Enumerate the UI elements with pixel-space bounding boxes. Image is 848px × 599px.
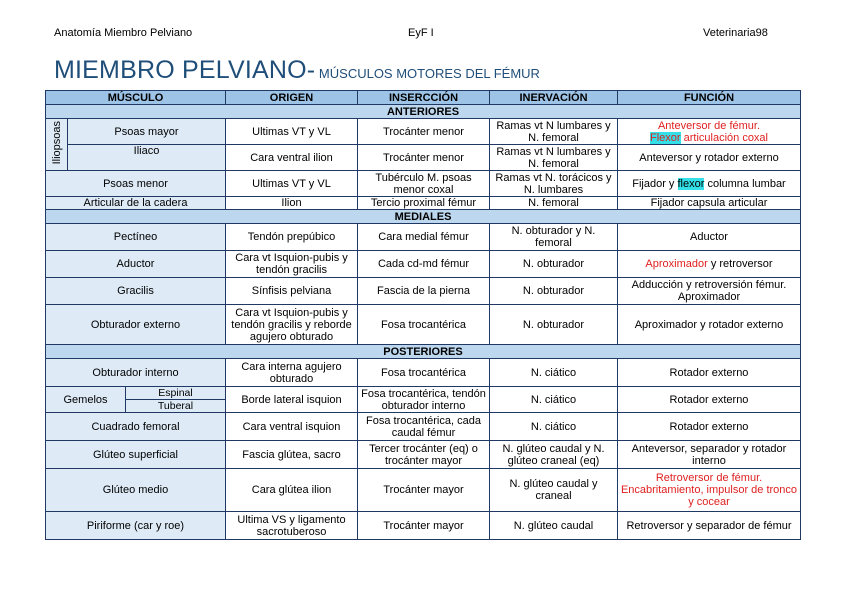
table-row bbox=[46, 197, 801, 210]
section-row-mediales bbox=[46, 210, 801, 224]
highlight-flexor: Flexor bbox=[650, 131, 681, 144]
funcion-cell: Adducción y retroversión fémur. Aproximador bbox=[618, 278, 801, 305]
inervacion-cell: N. glúteo caudal y craneal bbox=[490, 469, 618, 512]
inervacion-cell: N. ciático bbox=[490, 359, 618, 387]
origen-cell: Cara ventral isquion bbox=[226, 413, 358, 441]
iliopsoas-label: Iliopsoas bbox=[46, 119, 68, 171]
inervacion-cell: N. glúteo caudal bbox=[490, 512, 618, 540]
funcion-cell: Aproximador y rotador externo bbox=[618, 305, 801, 345]
insercion-cell: Tercio proximal fémur bbox=[358, 197, 490, 210]
musculo-cell: Piriforme (car y roe) bbox=[46, 512, 226, 540]
highlight-flexor: flexor bbox=[677, 177, 705, 190]
muscles-table bbox=[45, 90, 801, 540]
table-row bbox=[46, 119, 801, 145]
origen-cell: Ultimas VT y VL bbox=[226, 171, 358, 197]
table-row bbox=[46, 359, 801, 387]
title-main: MIEMBRO PELVIANO- bbox=[54, 56, 316, 84]
insercion-cell: Fascia de la pierna bbox=[358, 278, 490, 305]
insercion-cell: Trocánter menor bbox=[358, 145, 490, 171]
funcion-part: Anteversor de fémur. bbox=[657, 119, 761, 132]
insercion-cell: Trocánter menor bbox=[358, 119, 490, 145]
origen-cell: Cara vt Isquion-pubis y tendón gracilis bbox=[226, 251, 358, 278]
origen-cell: Cara interna agujero obturado bbox=[226, 359, 358, 387]
insercion-cell: Fosa trocantérica, tendón obturador interno bbox=[358, 387, 490, 413]
origen-cell: Borde lateral isquion bbox=[226, 387, 358, 413]
funcion-cell bbox=[618, 251, 801, 278]
insercion-cell: Cara medial fémur bbox=[358, 224, 490, 251]
table-row bbox=[46, 305, 801, 345]
header-right: Veterinaria98 bbox=[703, 27, 768, 39]
section-label: POSTERIORES bbox=[46, 345, 801, 359]
table-row bbox=[46, 469, 801, 512]
origen-cell: Cara ventral ilion bbox=[226, 145, 358, 171]
table-row bbox=[46, 145, 801, 171]
origen-cell: Cara glútea ilion bbox=[226, 469, 358, 512]
header-left: Anatomía Miembro Pelviano bbox=[54, 27, 193, 39]
table-row bbox=[46, 387, 801, 400]
inervacion-cell: N. obturador bbox=[490, 305, 618, 345]
inervacion-cell: N. ciático bbox=[490, 387, 618, 413]
musculo-cell: Cuadrado femoral bbox=[46, 413, 226, 441]
inervacion-cell: N. femoral bbox=[490, 197, 618, 210]
funcion-part: y retroversor bbox=[707, 258, 773, 270]
funcion-part: Fijador y bbox=[632, 177, 678, 190]
col-funcion: FUNCIÓN bbox=[618, 91, 801, 105]
origen-cell: Ultimas VT y VL bbox=[226, 119, 358, 145]
funcion-part: articulación coxal bbox=[680, 131, 768, 144]
inervacion-cell: Ramas vt N. torácicos y N. lumbares bbox=[490, 171, 618, 197]
funcion-cell bbox=[618, 119, 801, 145]
section-row-anteriores bbox=[46, 105, 801, 119]
musculo-cell: Glúteo superficial bbox=[46, 441, 226, 469]
gemelos-sub-espinal: Espinal bbox=[126, 387, 226, 400]
insercion-cell: Tercer trocánter (eq) o trocánter mayor bbox=[358, 441, 490, 469]
origen-cell: Ultima VS y ligamento sacrotuberoso bbox=[226, 512, 358, 540]
col-insercion: INSERCCIÓN bbox=[358, 91, 490, 105]
insercion-cell: Trocánter mayor bbox=[358, 512, 490, 540]
musculo-cell: Gemelos bbox=[46, 387, 126, 413]
funcion-part: columna lumbar bbox=[704, 177, 786, 190]
table-row bbox=[46, 278, 801, 305]
musculo-cell: Psoas mayor bbox=[68, 119, 226, 145]
funcion-cell: Fijador capsula articular bbox=[618, 197, 801, 210]
funcion-cell: Rotador externo bbox=[618, 359, 801, 387]
header-center: EyF I bbox=[408, 27, 434, 39]
funcion-cell: Aductor bbox=[618, 224, 801, 251]
table-row bbox=[46, 512, 801, 540]
origen-cell: Sínfisis pelviana bbox=[226, 278, 358, 305]
musculo-cell: Obturador interno bbox=[46, 359, 226, 387]
origen-cell: Cara vt Isquion-pubis y tendón gracilis y reborde agujero obturado bbox=[226, 305, 358, 345]
insercion-cell: Cada cd-md fémur bbox=[358, 251, 490, 278]
insercion-cell: Fosa trocantérica bbox=[358, 305, 490, 345]
section-row-posteriores bbox=[46, 345, 801, 359]
table-header-row bbox=[46, 91, 801, 105]
inervacion-cell: N. glúteo caudal y N. glúteo craneal (eq) bbox=[490, 441, 618, 469]
section-label: MEDIALES bbox=[46, 210, 801, 224]
col-musculo: MÚSCULO bbox=[46, 91, 226, 105]
inervacion-cell: Ramas vt N lumbares y N. femoral bbox=[490, 145, 618, 171]
origen-cell: Ilion bbox=[226, 197, 358, 210]
funcion-cell bbox=[618, 171, 801, 197]
col-inervacion: INERVACIÓN bbox=[490, 91, 618, 105]
table-row bbox=[46, 171, 801, 197]
origen-cell: Tendón prepúbico bbox=[226, 224, 358, 251]
musculo-cell: Articular de la cadera bbox=[46, 197, 226, 210]
page-title bbox=[54, 56, 540, 85]
insercion-cell: Fosa trocantérica bbox=[358, 359, 490, 387]
musculo-cell: Pectíneo bbox=[46, 224, 226, 251]
funcion-cell: Anteversor, separador y rotador interno bbox=[618, 441, 801, 469]
funcion-cell: Retroversor y separador de fémur bbox=[618, 512, 801, 540]
section-label: ANTERIORES bbox=[46, 105, 801, 119]
insercion-cell: Fosa trocantérica, cada caudal fémur bbox=[358, 413, 490, 441]
funcion-cell: Rotador externo bbox=[618, 387, 801, 413]
funcion-cell: Rotador externo bbox=[618, 413, 801, 441]
musculo-cell: Aductor bbox=[46, 251, 226, 278]
table-row bbox=[46, 413, 801, 441]
musculo-cell: Psoas menor bbox=[46, 171, 226, 197]
table-row bbox=[46, 441, 801, 469]
title-sub: MÚSCULOS MOTORES DEL FÉMUR bbox=[315, 66, 540, 81]
funcion-part: Aproximador bbox=[645, 258, 708, 270]
insercion-cell: Trocánter mayor bbox=[358, 469, 490, 512]
inervacion-cell: N. obturador y N. femoral bbox=[490, 224, 618, 251]
table-row bbox=[46, 251, 801, 278]
musculo-cell: Iliaco bbox=[68, 145, 226, 171]
gemelos-sub-tuberal: Tuberal bbox=[126, 400, 226, 413]
funcion-cell: Anteversor y rotador externo bbox=[618, 145, 801, 171]
funcion-cell: Retroversor de fémur. Encabritamiento, impulsor de tronco y cocear bbox=[618, 469, 801, 512]
musculo-cell: Glúteo medio bbox=[46, 469, 226, 512]
inervacion-cell: N. ciático bbox=[490, 413, 618, 441]
table-row bbox=[46, 224, 801, 251]
inervacion-cell: N. obturador bbox=[490, 251, 618, 278]
musculo-cell: Gracilis bbox=[46, 278, 226, 305]
musculo-cell: Obturador externo bbox=[46, 305, 226, 345]
inervacion-cell: Ramas vt N lumbares y N. femoral bbox=[490, 119, 618, 145]
col-origen: ORIGEN bbox=[226, 91, 358, 105]
insercion-cell: Tubérculo M. psoas menor coxal bbox=[358, 171, 490, 197]
inervacion-cell: N. obturador bbox=[490, 278, 618, 305]
origen-cell: Fascia glútea, sacro bbox=[226, 441, 358, 469]
